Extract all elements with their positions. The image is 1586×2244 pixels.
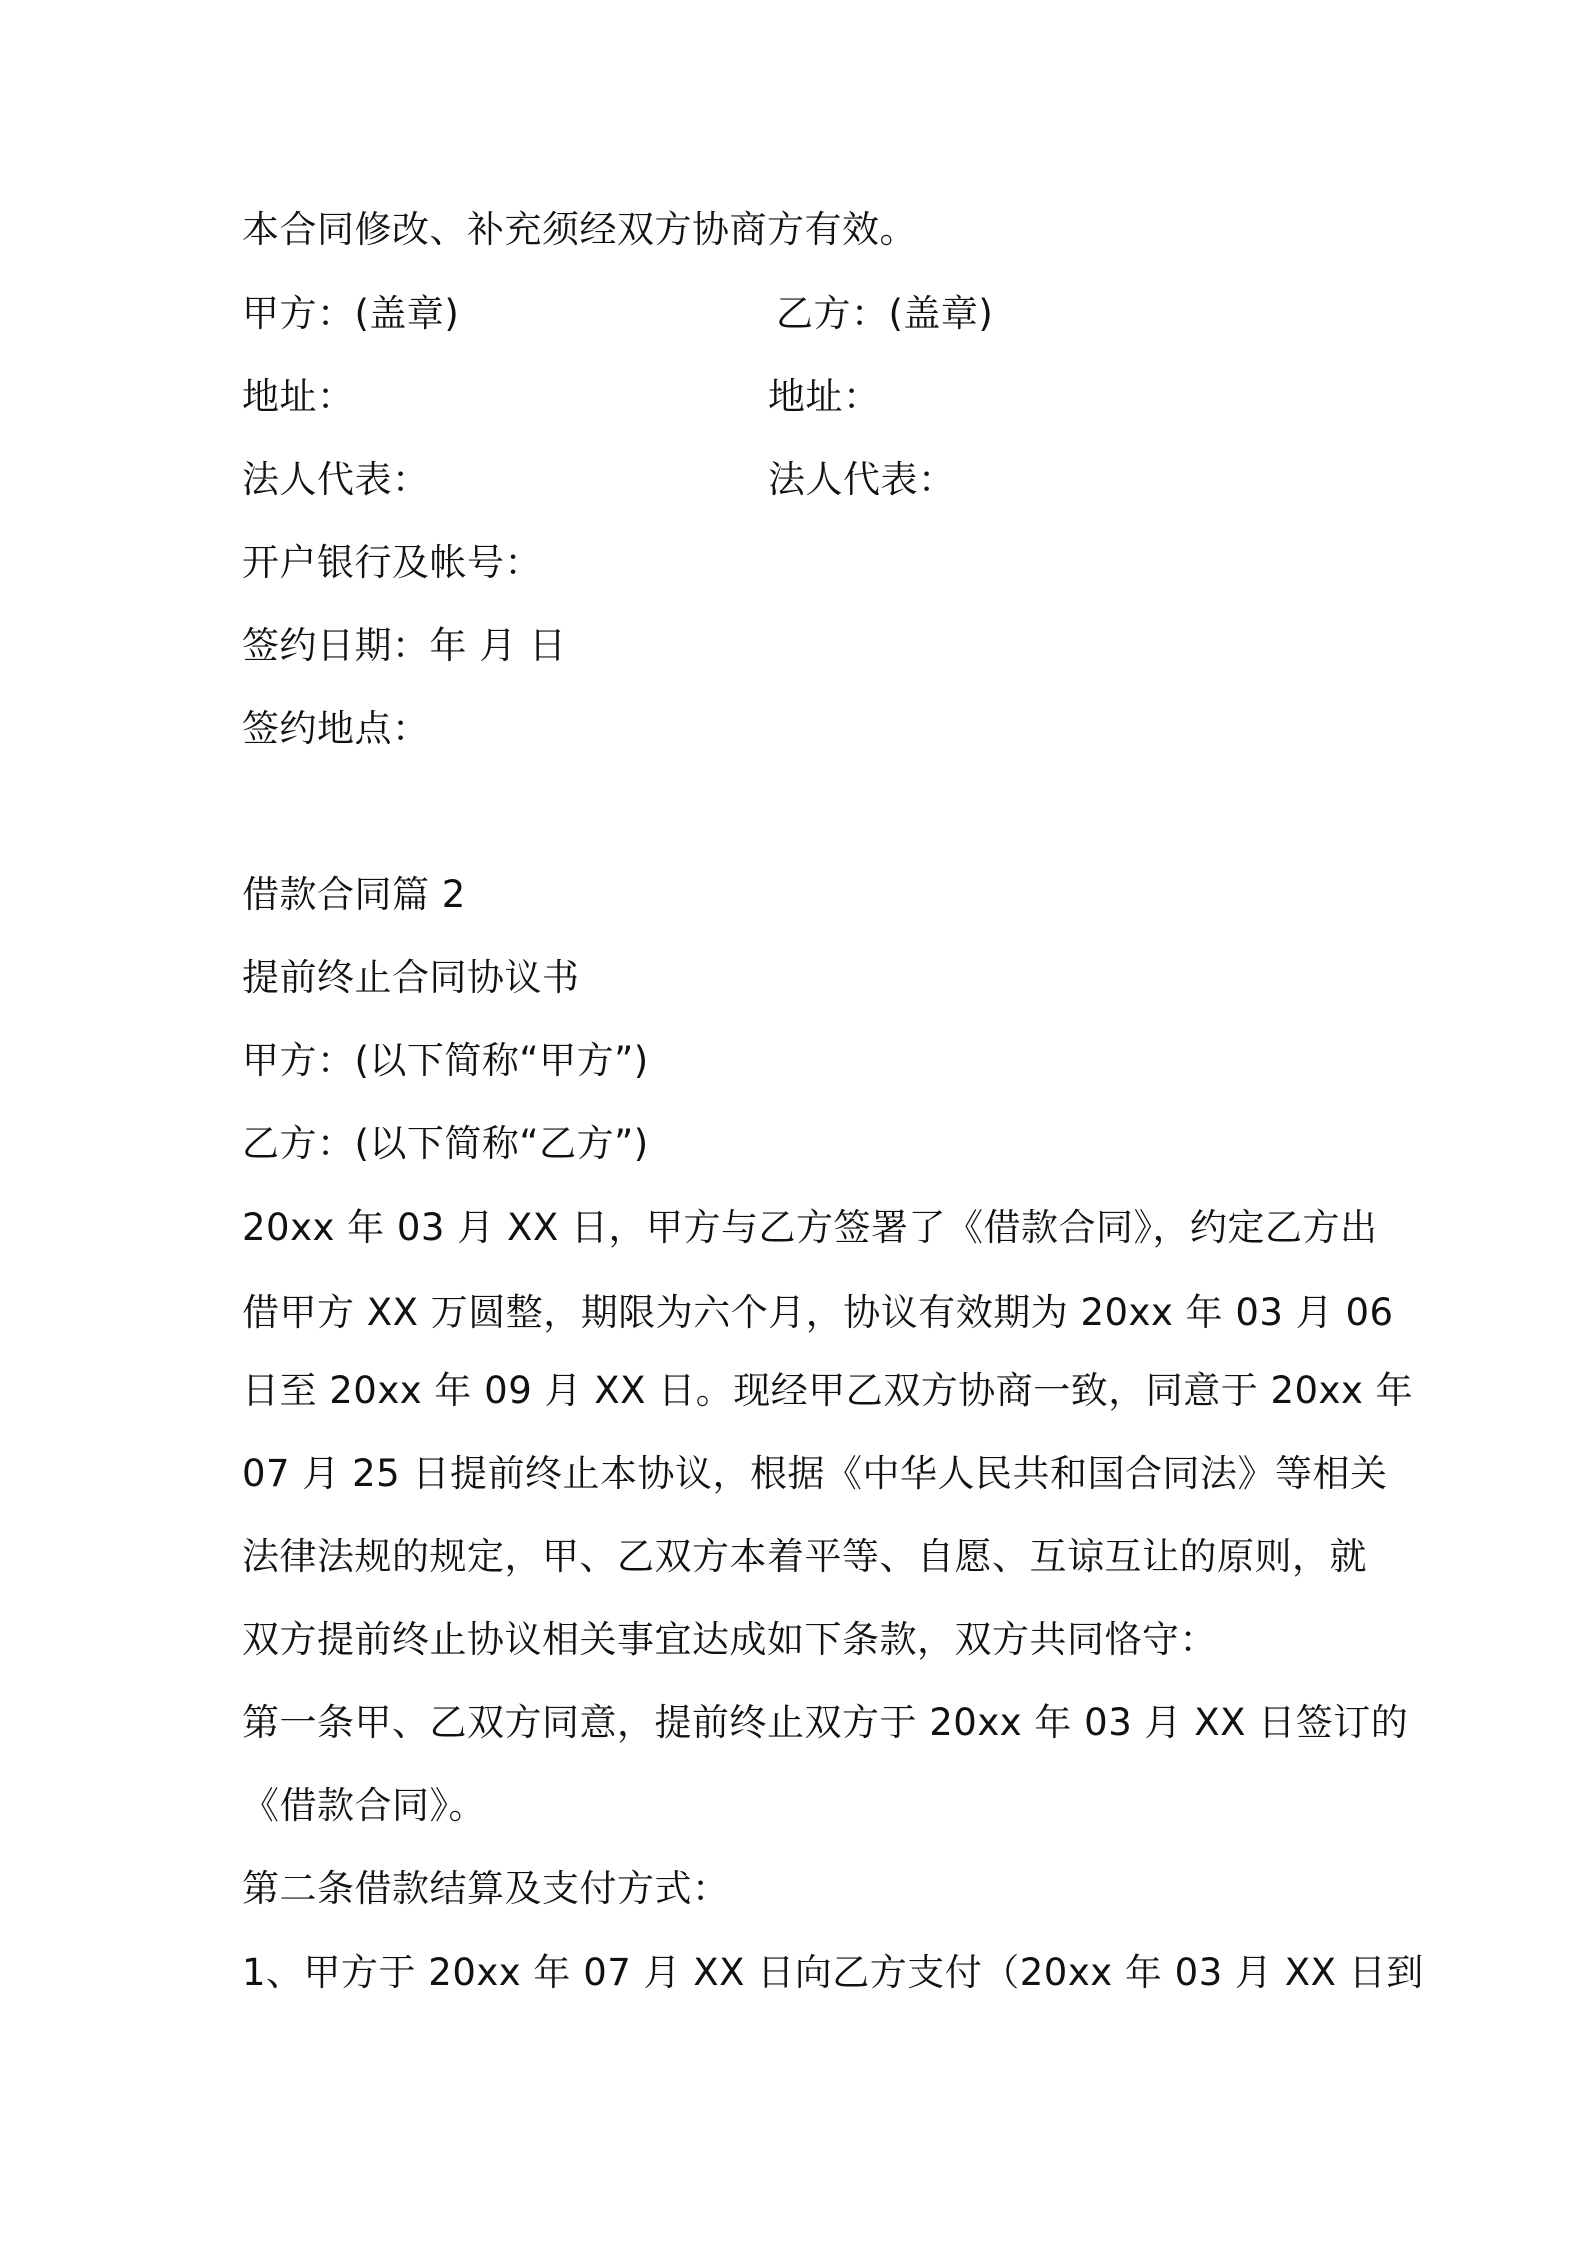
legal-rep-a: 法人代表：	[242, 458, 430, 501]
party-b-seal: 乙方：(盖章)	[776, 292, 994, 335]
agreement-title: 提前终止合同协议书	[242, 956, 580, 999]
address-b: 地址：	[768, 375, 881, 418]
body-line: 法律法规的规定，甲、乙双方本着平等、自愿、互谅互让的原则，就	[242, 1535, 1367, 1578]
party-b-definition: 乙方：(以下简称“乙方”)	[242, 1122, 649, 1165]
article-2-item: 1、甲方于 20xx 年 07 月 XX 日向乙方支付（20xx 年 03 月 XX 日到	[242, 1951, 1424, 1994]
body-line: 20xx 年 03 月 XX 日，甲方与乙方签署了《借款合同》，约定乙方出	[242, 1206, 1378, 1249]
party-a-seal: 甲方：(盖章)	[242, 292, 460, 335]
article-2-title: 第二条借款结算及支付方式：	[242, 1867, 730, 1910]
sign-place: 签约地点：	[242, 707, 430, 750]
address-a: 地址：	[242, 375, 355, 418]
bank-account: 开户银行及帐号：	[242, 541, 542, 584]
article-1-line: 《借款合同》。	[242, 1784, 486, 1827]
body-line: 双方提前终止协议相关事宜达成如下条款，双方共同恪守：	[242, 1618, 1217, 1661]
article-1-line: 第一条甲、乙双方同意，提前终止双方于 20xx 年 03 月 XX 日签订的	[242, 1701, 1409, 1744]
legal-rep-b: 法人代表：	[768, 458, 956, 501]
sign-date: 签约日期：年 月 日	[242, 624, 567, 667]
body-line: 07 月 25 日提前终止本协议，根据《中华人民共和国合同法》等相关	[242, 1452, 1388, 1495]
party-a-definition: 甲方：(以下简称“甲方”)	[242, 1039, 649, 1082]
body-line: 日至 20xx 年 09 月 XX 日。现经甲乙双方协商一致，同意于 20xx 年	[242, 1369, 1414, 1412]
body-line: 借甲方 XX 万圆整，期限为六个月，协议有效期为 20xx 年 03 月 06	[242, 1291, 1394, 1334]
intro-line: 本合同修改、补充须经双方协商方有效。	[242, 208, 917, 251]
section-title: 借款合同篇 2	[242, 873, 466, 916]
